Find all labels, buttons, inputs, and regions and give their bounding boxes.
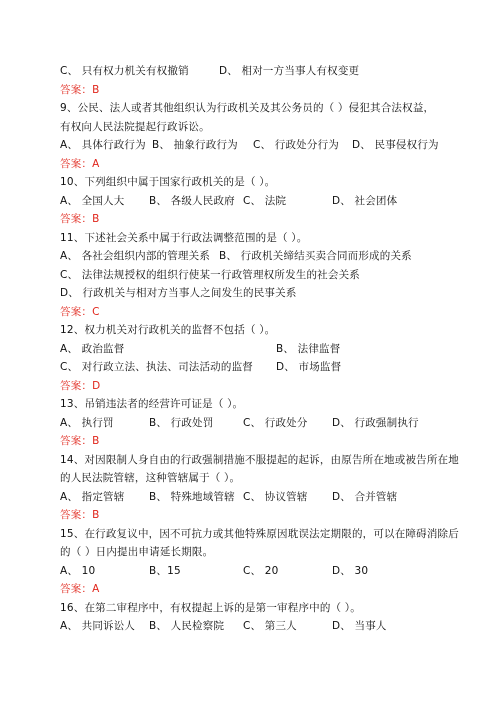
answer-line: 答案：A bbox=[60, 583, 100, 595]
option-item: D、 社会团体 bbox=[332, 195, 398, 207]
question-line: 16、在第二审程序中，有权提起上诉的是第一审程序中的（ ）。 bbox=[60, 602, 361, 614]
option-item: C、 第三人 bbox=[243, 620, 297, 632]
option-item: A、 具体行政行为 bbox=[60, 139, 146, 151]
option-item: A、 共同诉讼人 bbox=[60, 620, 136, 632]
option-item: B、 各级人民政府 bbox=[149, 195, 235, 207]
option-row bbox=[60, 194, 440, 208]
option-item: B、 行政机关缔结买卖合同而形成的关系 bbox=[219, 250, 412, 262]
option-item: B、 人民检察院 bbox=[149, 620, 225, 632]
option-item: A、 各社会组织内部的管理关系 bbox=[60, 250, 211, 262]
option-item: D、 行政强制执行 bbox=[332, 417, 419, 429]
option-item: C、 行政处分行为 bbox=[253, 139, 339, 151]
question-line: D、 行政机关与相对方当事人之间发生的民事关系 bbox=[60, 287, 297, 299]
question-line: 有权向人民法院提起行政诉讼。 bbox=[60, 121, 210, 133]
option-item: B、 抽象行政行为 bbox=[152, 139, 238, 151]
option-row bbox=[60, 416, 440, 430]
option-row bbox=[60, 564, 440, 578]
answer-line: 答案：A bbox=[60, 158, 100, 170]
answer-line: 答案：C bbox=[60, 306, 100, 318]
option-row bbox=[60, 64, 440, 78]
question-line: 11、下述社会关系中属于行政法调整范围的是（ ）。 bbox=[60, 232, 308, 244]
question-line: 10、下列组织中属于国家行政机关的是（ ）。 bbox=[60, 176, 276, 188]
answer-line: 答案：B bbox=[60, 84, 100, 96]
option-item: C、 只有权力机关有权撤销 bbox=[60, 65, 189, 77]
answer-line: 答案：D bbox=[60, 380, 101, 392]
question-line: 9、公民、法人或者其他组织认为行政机关及其公务员的（ ）侵犯其合法权益， bbox=[60, 102, 435, 114]
option-item: B、 法律监督 bbox=[276, 343, 341, 355]
option-item: C、 行政处分 bbox=[243, 417, 308, 429]
option-item: A、 政治监督 bbox=[60, 343, 125, 355]
option-item: C、 协议管辖 bbox=[243, 491, 308, 503]
option-item: D、 30 bbox=[332, 565, 369, 577]
option-item: A、 10 bbox=[60, 565, 96, 577]
option-item: D、 民事侵权行为 bbox=[352, 139, 439, 151]
question-line: C、 法律法规授权的组织行使某一行政管理权所发生的社会关系 bbox=[60, 269, 360, 281]
option-row bbox=[60, 249, 440, 263]
option-item: B、15 bbox=[149, 565, 181, 577]
option-item: B、 行政处罚 bbox=[149, 417, 214, 429]
question-line: 15、在行政复议中，因不可抗力或其他特殊原因耽误法定期限的，可以在障碍消除后 bbox=[60, 528, 459, 540]
question-line: 的人民法院管辖，这种管辖属于（ ）。 bbox=[60, 472, 241, 484]
option-item: C、 20 bbox=[243, 565, 279, 577]
option-item: B、 特殊地域管辖 bbox=[149, 491, 235, 503]
answer-line: 答案：B bbox=[60, 509, 100, 521]
option-item: D、 市场监督 bbox=[276, 361, 342, 373]
option-row bbox=[60, 342, 440, 356]
answer-line: 答案：B bbox=[60, 435, 100, 447]
option-item: A、 全国人大 bbox=[60, 195, 125, 207]
option-row bbox=[60, 619, 440, 633]
option-item: D、 相对一方当事人有权变更 bbox=[219, 65, 360, 77]
option-row bbox=[60, 138, 440, 152]
option-item: A、 指定管辖 bbox=[60, 491, 125, 503]
question-line: 的（ ）日内提出申请延长期限。 bbox=[60, 546, 214, 558]
option-item: D、 合并管辖 bbox=[332, 491, 398, 503]
question-line: 14、对因限制人身自由的行政强制措施不服提起的起诉，由原告所在地或被告所在地 bbox=[60, 454, 459, 466]
option-item: C、 法院 bbox=[243, 195, 287, 207]
option-item: D、 当事人 bbox=[332, 620, 387, 632]
option-item: C、 对行政立法、执法、司法活动的监督 bbox=[60, 361, 253, 373]
option-row bbox=[60, 360, 440, 374]
option-row bbox=[60, 490, 440, 504]
answer-line: 答案：B bbox=[60, 213, 100, 225]
question-line: 13、吊销违法者的经营许可证是（ ）。 bbox=[60, 398, 244, 410]
option-item: A、 执行罚 bbox=[60, 417, 114, 429]
question-line: 12、权力机关对行政机关的监督不包括（ ）。 bbox=[60, 324, 276, 336]
